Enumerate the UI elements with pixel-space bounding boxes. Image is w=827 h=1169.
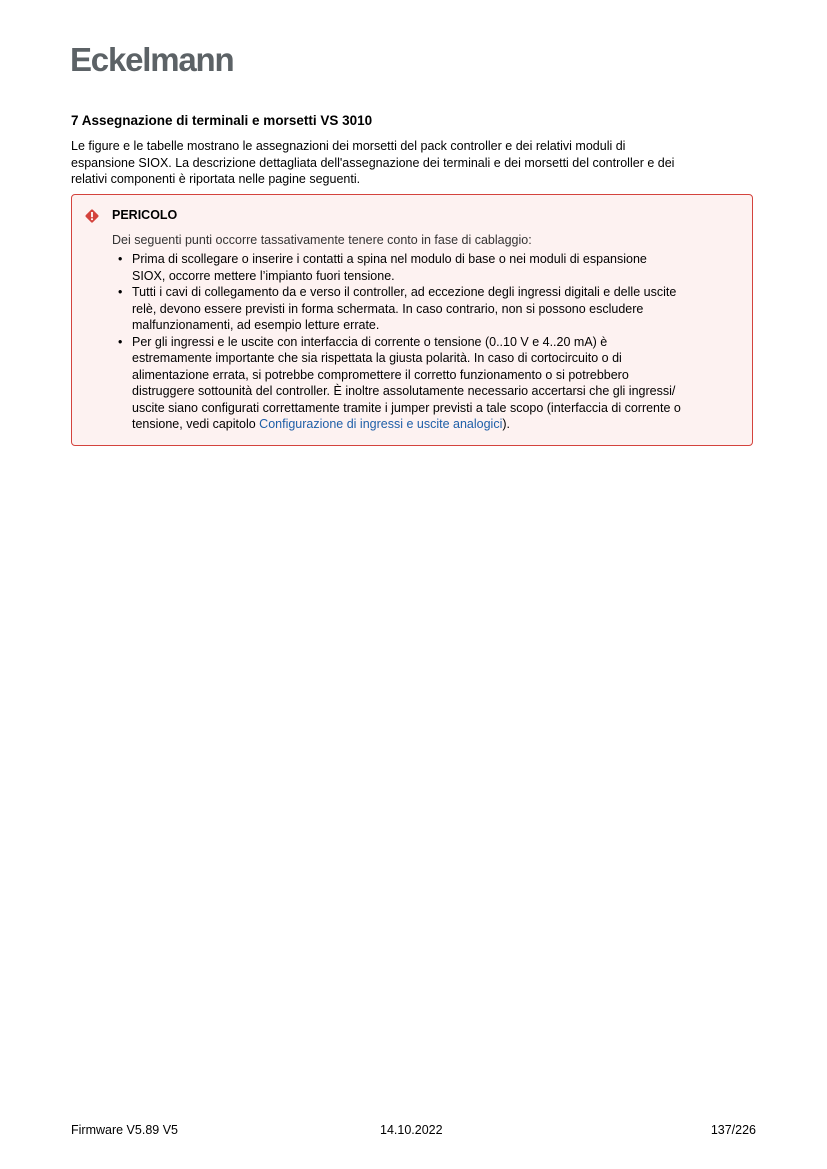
bullet-text: tensione, vedi capitolo xyxy=(132,417,260,431)
bullet-line-last xyxy=(132,416,748,433)
danger-notice xyxy=(71,194,753,446)
footer-date: 14.10.2022 xyxy=(380,1123,443,1137)
bullet-line: malfunzionamenti, ad esempio letture errate. xyxy=(132,318,380,332)
bullet-text: ). xyxy=(502,417,511,431)
footer-firmware: Firmware V5.89 V5 xyxy=(71,1123,178,1137)
bullet-line: estremamente importante che sia rispettata la giusta polarità. In caso di cortocircuito o di xyxy=(132,351,622,365)
footer-page-number: 137/226 xyxy=(710,1123,756,1137)
bullet-line: Tutti i cavi di collegamento da e verso il controller, ad eccezione degli ingressi digitali e delle uscite xyxy=(132,285,677,299)
danger-lead: Dei seguenti punti occorre tassativamente tenere conto in fase di cablaggio: xyxy=(112,233,532,247)
bullet-dot: • xyxy=(118,252,123,266)
intro-line: Le figure e le tabelle mostrano le assegnazioni dei morsetti del pack controller e dei relativi moduli di xyxy=(71,139,626,153)
chapter-link[interactable]: Configurazione di ingressi e uscite analogici xyxy=(259,417,503,431)
eckelmann-logo: Eckelmann xyxy=(70,41,234,78)
section-title: 7 Assegnazione di terminali e morsetti VS 3010 xyxy=(71,113,373,128)
bullet-line: SIOX, occorre mettere l’impianto fuori tensione. xyxy=(132,268,395,283)
bullet-line: relè, devono essere previsti in forma schermata. In caso contrario, non si possono escludere xyxy=(132,301,644,316)
bullet-line: Prima di scollegare o inserire i contatti a spina nel modulo di base o nei moduli di espansione xyxy=(132,252,647,266)
intro-line: espansione SIOX. La descrizione dettagliata dell'assegnazione dei terminali e dei morsetti del controller e dei xyxy=(71,155,675,170)
list-item xyxy=(112,334,748,433)
bullet-line: distruggere sottounità del controller. È inoltre assolutamente necessario accertarsi che gli ingressi/ xyxy=(132,384,676,398)
warning-diamond-icon xyxy=(84,208,100,224)
bullet-dot: • xyxy=(118,285,123,299)
danger-title: PERICOLO xyxy=(112,208,178,222)
bullet-line: Per gli ingressi e le uscite con interfaccia di corrente o tensione (0..10 V e 4..20 mA) è xyxy=(132,334,608,349)
intro-line: relativi componenti è riportata nelle pagine seguenti. xyxy=(71,172,361,186)
intro-paragraph xyxy=(71,138,761,188)
list-item xyxy=(112,251,748,284)
bullet-line: alimentazione errata, si potrebbe compromettere il corretto funzionamento o si potrebbero xyxy=(132,367,629,382)
bullet-line: uscite siano configurati correttamente tramite i jumper previsti a tale scopo (interfaccia di corrente o xyxy=(132,400,681,415)
bullet-dot: • xyxy=(118,334,123,349)
danger-bullet-list xyxy=(112,251,748,433)
list-item xyxy=(112,284,748,334)
